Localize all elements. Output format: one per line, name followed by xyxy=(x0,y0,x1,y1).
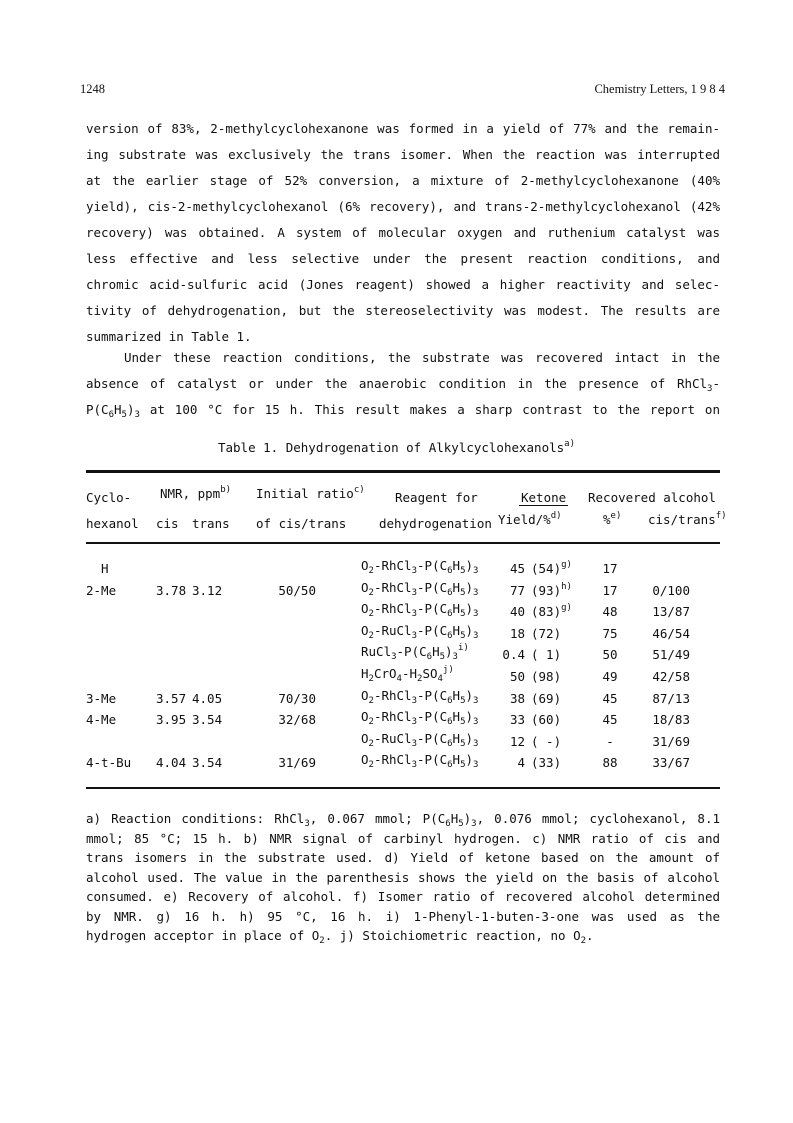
row-substrate: H xyxy=(101,561,109,576)
row-ketone-yield: 0.4 xyxy=(502,647,525,663)
footnote-line: a) Reaction conditions: RhCl$_3$, 0.067 mmol; $P(C_6H_5)_3$, 0.076 mmol; cyclohexanol, 8.1 xyxy=(86,811,721,829)
text-line: absence of catalyst or under the anaerobic condition in the presence of RhCl$_3$- xyxy=(86,376,720,394)
header-cis: cis xyxy=(156,516,179,531)
header-of-cis-trans: of cis/trans xyxy=(256,516,347,531)
row-recovery: 45 xyxy=(602,712,618,728)
row-nmr-cis: 3.57 xyxy=(156,690,187,706)
header-nmr: NMR, ppm$^{b)}$ xyxy=(160,485,232,501)
row-substrate: 3-Me xyxy=(86,690,117,706)
footnote-line: by NMR. g) 16 h. h) 95 °C, 16 h. i) 1-Phenyl-1-buten-3-one was used as the xyxy=(86,908,720,924)
text-line: Under these reaction conditions, the substrate was recovered intact in the xyxy=(124,350,720,365)
text-line: chromic acid-sulfuric acid (Jones reagent) showed a higher reactivity and selec- xyxy=(86,277,720,292)
body-paragraph-2 xyxy=(86,345,720,423)
text-line: summarized in Table 1. xyxy=(86,329,252,344)
row-recovery: 45 xyxy=(602,690,618,706)
text-line: tivity of dehydrogenation, but the stereoselectivity was modest. The results are xyxy=(86,303,720,318)
row-ketone-yield: 18 xyxy=(509,625,525,641)
row-nmr-cis: 3.78 xyxy=(156,582,187,598)
header-hexanol: hexanol xyxy=(86,516,139,531)
row-nmr-trans: 4.05 xyxy=(192,690,223,706)
row-ketone-yield-consumed: (60) xyxy=(531,712,562,728)
header-ketone: Ketone xyxy=(521,490,567,505)
row-recovery: 75 xyxy=(602,625,618,641)
row-cis-trans: 18/83 xyxy=(652,712,690,728)
row-initial-ratio: 32/68 xyxy=(278,712,316,728)
row-ketone-yield-consumed: (33) xyxy=(531,755,562,771)
text-line: $P(C_6H_5)_3$ at 100 °C for 15 h. This result makes a sharp contrast to the report on xyxy=(86,402,720,420)
row-initial-ratio: 31/69 xyxy=(278,755,316,771)
footnote-line: mmol; 85 °C; 15 h. b) NMR signal of carbinyl hydrogen. c) NMR ratio of cis and xyxy=(86,830,720,846)
row-cis-trans: 51/49 xyxy=(652,647,690,663)
row-reagent: $O_2-RhCl_3-P(C_6H_5)_3$ xyxy=(361,752,479,771)
row-ketone-yield-consumed: (72) xyxy=(531,625,562,641)
row-cis-trans: 33/67 xyxy=(652,755,690,771)
row-reagent: $O_2-RhCl_3-P(C_6H_5)_3$ xyxy=(361,687,479,706)
header-initial-ratio: Initial ratio$^{c)}$ xyxy=(256,485,365,501)
row-substrate: 2-Me xyxy=(86,582,117,598)
row-ketone-yield: 4 xyxy=(517,755,525,771)
row-recovery: 49 xyxy=(602,669,618,684)
header-cis-trans: cis/trans$^{f)}$ xyxy=(648,511,727,527)
row-ketone-yield-consumed: $(83)^{g)}$ xyxy=(531,603,572,620)
row-cis-trans: 0/100 xyxy=(652,582,690,598)
body-paragraph-1 xyxy=(86,116,720,350)
row-reagent: $O_2-RhCl_3-P(C_6H_5)_3$ xyxy=(361,709,479,728)
row-recovery: 17 xyxy=(602,582,618,598)
row-ketone-yield: 40 xyxy=(509,604,525,620)
row-reagent: $O_2-RuCl_3-P(C_6H_5)_3$ xyxy=(361,730,479,749)
row-recovery: 88 xyxy=(602,755,618,771)
row-ketone-yield: 50 xyxy=(509,669,525,684)
row-nmr-trans: 3.54 xyxy=(192,712,223,728)
row-substrate: 4-t-Bu xyxy=(86,755,132,771)
row-nmr-trans: 3.12 xyxy=(192,582,223,598)
row-reagent: $O_2-RhCl_3-P(C_6H_5)_3$ xyxy=(361,579,479,598)
row-reagent: $O_2-RuCl_3-P(C_6H_5)_3$ xyxy=(361,622,479,641)
table-caption-note: a) xyxy=(564,439,576,449)
row-initial-ratio: 70/30 xyxy=(278,690,316,706)
row-reagent: $O_2-RhCl_3-P(C_6H_5)_3$ xyxy=(361,558,479,576)
header-trans: trans xyxy=(192,516,230,531)
table-top-rule xyxy=(86,470,720,473)
row-ketone-yield: 45 xyxy=(509,561,525,576)
text-line: yield), cis-2-methylcyclohexanol (6% recovery), and trans-2-methylcyclohexanol (42% xyxy=(86,199,720,214)
header-reagent: Reagent for xyxy=(395,490,478,505)
table-caption xyxy=(0,440,793,455)
row-recovery: 17 xyxy=(602,561,618,576)
row-substrate: 4-Me xyxy=(86,712,117,728)
row-initial-ratio: 50/50 xyxy=(278,582,316,598)
footnote-line: trans isomers in the substrate used. d) Yield of ketone based on the amount of xyxy=(86,850,720,865)
row-ketone-yield: 38 xyxy=(509,690,525,706)
row-ketone-yield-consumed: ( -) xyxy=(531,733,562,749)
row-ketone-yield-consumed: (98) xyxy=(531,669,562,684)
text-line: ing substrate was exclusively the trans isomer. When the reaction was interrupted xyxy=(86,147,720,162)
row-reagent: $RuCl_3-P(C_6H_5)_3^{i)}$ xyxy=(361,643,469,663)
footnote-line: alcohol used. The value in the parenthesis shows the yield on the basis of alcohol xyxy=(86,869,720,885)
row-recovery: - xyxy=(606,733,614,749)
row-recovery: 50 xyxy=(602,647,618,663)
row-ketone-yield: 33 xyxy=(509,712,525,728)
row-ketone-yield-consumed: $(93)^{h)}$ xyxy=(531,581,572,598)
row-reagent: $H_2CrO_4-H_2SO_4^{j)}$ xyxy=(361,665,454,684)
row-ketone-yield: 12 xyxy=(509,733,525,749)
footnote-line: hydrogen acceptor in place of $O_2$. j) Stoichiometric reaction, no $O_2$. xyxy=(86,928,594,946)
text-line: at the earlier stage of 52% conversion, a mixture of 2-methylcyclohexanone (40% xyxy=(86,173,720,188)
header-recovered-alcohol: Recovered alcohol xyxy=(588,490,716,505)
row-cis-trans: 31/69 xyxy=(652,733,690,749)
text-line: recovery) was obtained. A system of molecular oxygen and ruthenium catalyst was xyxy=(86,225,720,240)
footnote-line: consumed. e) Recovery of alcohol. f) Isomer ratio of recovered alcohol determined xyxy=(86,889,720,904)
table-header-rule xyxy=(86,542,720,544)
row-recovery: 48 xyxy=(602,604,618,620)
text-line: less effective and less selective under the present reaction conditions, and xyxy=(86,251,720,266)
row-ketone-yield-consumed: (69) xyxy=(531,690,562,706)
row-reagent: $O_2-RhCl_3-P(C_6H_5)_3$ xyxy=(361,601,479,620)
page-number: 1248 xyxy=(80,82,105,96)
header-yield: Yield/%$^{d)}$ xyxy=(498,511,562,527)
row-cis-trans: 13/87 xyxy=(652,604,690,620)
table-footnotes xyxy=(86,809,720,946)
header-recovery-pct: %$^{e)}$ xyxy=(603,511,622,527)
row-nmr-trans: 3.54 xyxy=(192,755,223,771)
row-nmr-cis: 4.04 xyxy=(156,755,187,771)
row-cis-trans: 87/13 xyxy=(652,690,690,706)
table-bottom-rule xyxy=(86,787,720,789)
row-ketone-yield: 77 xyxy=(509,582,525,598)
journal-reference: Chemistry Letters, 1 9 8 4 xyxy=(594,82,725,96)
header-dehydrogenation: dehydrogenation xyxy=(379,516,492,531)
row-cis-trans: 46/54 xyxy=(652,625,690,641)
row-ketone-yield-consumed: $(54)^{g)}$ xyxy=(531,560,572,576)
table-caption-text: Table 1. Dehydrogenation of Alkylcyclohexanols xyxy=(217,440,565,455)
header-cyclo: Cyclo- xyxy=(86,490,132,505)
row-nmr-cis: 3.95 xyxy=(156,712,187,728)
text-line: version of 83%, 2-methylcyclohexanone was formed in a yield of 77% and the remain- xyxy=(86,121,720,136)
row-cis-trans: 42/58 xyxy=(652,669,690,684)
row-ketone-yield-consumed: ( 1) xyxy=(531,647,562,663)
